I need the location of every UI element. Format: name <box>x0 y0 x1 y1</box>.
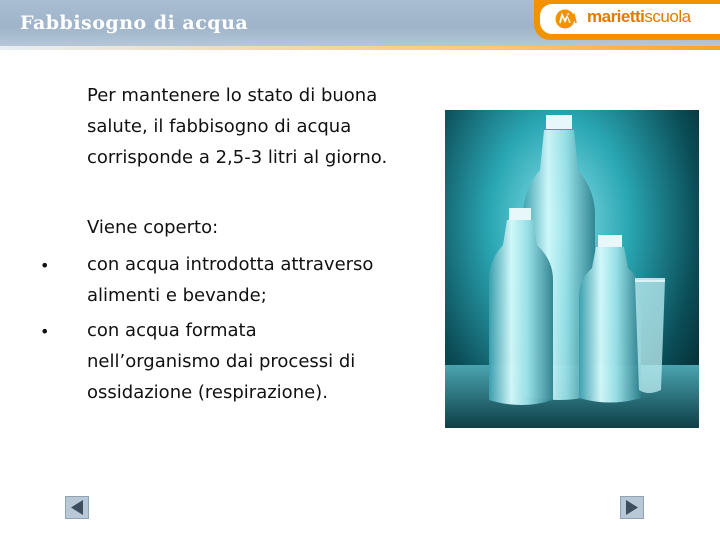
intro-text: Viene coperto: <box>87 217 219 238</box>
header-divider <box>0 46 720 50</box>
water-bottles-photo <box>445 110 699 428</box>
brand-logo-icon <box>555 9 581 29</box>
slide-title: Fabbisogno di acqua <box>20 12 249 34</box>
previous-slide-button[interactable] <box>65 496 89 519</box>
paragraph-line: corrisponde a 2,5-3 litri al giorno. <box>87 147 388 168</box>
bullet-line: ossidazione (respirazione). <box>87 382 328 403</box>
bullet-line: alimenti e bevande; <box>87 285 267 306</box>
brand-name-light: scuola <box>644 7 691 26</box>
triangle-right-icon <box>621 497 643 518</box>
bullet-marker: • <box>40 256 50 275</box>
paragraph-line: salute, il fabbisogno di acqua <box>87 116 352 137</box>
brand-logo-text <box>587 7 691 27</box>
brand-name-bold: marietti <box>587 7 645 26</box>
bullet-line: con acqua introdotta attraverso <box>87 254 374 275</box>
next-slide-button[interactable] <box>620 496 644 519</box>
bullet-line: con acqua formata <box>87 320 257 341</box>
paragraph-line: Per mantenere lo stato di buona <box>87 85 378 106</box>
bottles-illustration <box>445 110 699 428</box>
bullet-marker: • <box>40 322 50 341</box>
bullet-line: nell’organismo dai processi di <box>87 351 356 372</box>
triangle-left-icon <box>66 497 88 518</box>
